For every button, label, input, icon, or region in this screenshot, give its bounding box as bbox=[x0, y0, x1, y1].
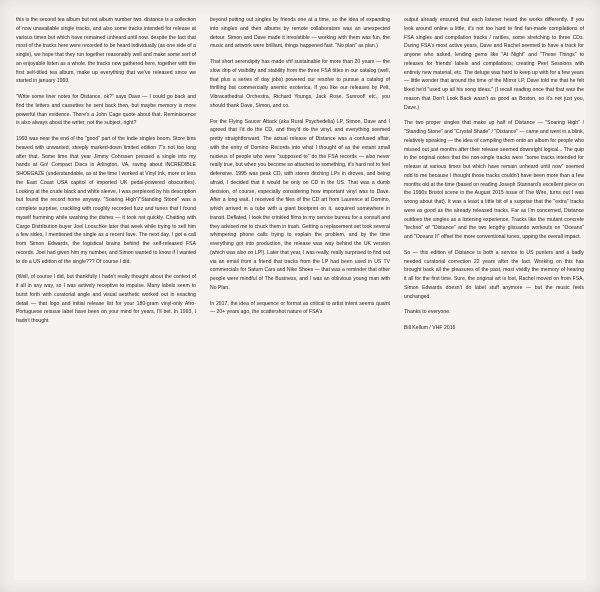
text-column-3 bbox=[404, 16, 584, 578]
text-column-1 bbox=[16, 16, 196, 578]
paragraph: In 2017, the idea of sequence or format as critical to artist intent seems quaint — 20+ years ago, the scattershot nature of FSA's bbox=[210, 300, 390, 316]
paragraph: 1993 was near the end of the "good" part of the Indie singles boom. Store bins heaved with unwanted, steeply marked-down limited edition 7"s not too long after that. Some time that year Jimmy Cohrssen pressed a single into my hands at Go! Compact Discs in Arlington, VA, raving about INCREDIBLE SHOEGAZE (understandable, as at the time I worked at Vinyl Ink, more or less the East Coast USA capitol of imported UK pedal-powered obscurities). Looking at the crude black and white sleeve, I was perplexed by his description but found the record home anyway. "Soaring High"/"Standing Stone" was a complete surprise, crackling with roughly recorded fuzz and tunes that I found myself humming while washing the dishes — it took not quickly. Chatting with Cargo Distribution buyer Joel Looschke later that week while trying to sell him a few sides, I mentioned the single as a recent fave. The next day, I got a call from Simon Edwards, the logistical brains behind the self-released FSA records. Joel had given him my number, and Simon wanted to know if I wanted to do a US edition of the single??? Of course I did. bbox=[16, 136, 196, 265]
liner-notes-columns bbox=[14, 14, 586, 580]
signature-line: Bill Kellum / VHF 2016 bbox=[404, 325, 456, 331]
paragraph: "Write some liner notes for Distance, ok?" says Dave — I could go back and find the letters and cassettes he sent back then, but maybe memory is more powerful than evidence. There's a John Cage quote about that. Reminiscence is also always about the writer, not the subject, right? bbox=[16, 94, 196, 127]
paragraph: For the Flying Saucer Attack (aka Rural Psychedelia) LP, Simon, Dave and I agreed that I'd do the CD, and they'd do the vinyl, and everything seemed pretty straightforward. The actual release of Distance was a confused affair, with the entry of Domino Records into what I thought of as the extant small nucleus of people who were "supposed to" do the FSA records — also never really true, but when you become so attached to something, it's hard not to feel defensive. 1995 was peak CD, with stores ditching LPs in droves, and being afraid, I decided that it would be only on CD in the US. That was a dumb decision, of course, especially considering how important vinyl was to Dave. After a long wait, I received the files of the CD art from Laurence at Domino, which arrived in a tube with a giant bootprint on it, acquired somewhere in transit. Deflated, I took the crinkled films to my service bureau for a consult and they advised me to chuck them in trash. Getting a replacement set took several whimpering phone calls trying to explain the problem, and by the time everything got into production, the release was way behind the UK version (which was also on LP!). Later that year, I was really, really surprised to find out via an email from a friend that tracks from the LP had been used in US TV commercials for Saturn Cars and Nike Shoes — that was a reminder that other people were mindful of The Business, and I was an oblivious young man with No Plan. bbox=[210, 118, 390, 291]
paragraph: (Well, of course I did, but thankfully I hadn't really thought about the context of it all in any way, so I was actively receptive to impulse. Many labels seem to burst forth with curatorial angle and visual aesthetic worked out in exacting detail — that logo and initial release list for your 180-gram vinyl-only Afro-Portuguese reissue label have been on your mind for years, I'll bet. In 1993, I hadn't thought bbox=[16, 274, 196, 324]
paragraph: That short serendipity has made vhf sustainable for more than 20 years — the slow drip of visibility and stability from the three FSA titles in our catalog (well, that plus a series of day jobs) powered our resolve to pursue a catalog of thrilling but commercially anemic esoterica. If you like our releases by Pelt, Vibracathedral Orchestra, Richard Youngs, Jack Rose, Sunroof! etc., you should thank Dave, Simon, and co. bbox=[210, 59, 390, 109]
thanks-line: Thanks to everyone. bbox=[404, 309, 451, 316]
paragraph: beyond putting out singles by friends one at a time, so the idea of expanding into singles and then albums by remote collaborators was an unexpected detour. Simon and Dave made it irresistible — working with them was fun, the music and artwork were brilliant, things happened fast. "No plan" as plan.) bbox=[210, 17, 390, 50]
paragraph: output already ensured that each listener heard the works differently. If you look around online a little, it's not too hard to find fan-made compilations of FSA singles and compilation tracks / rarities, some stretching to three CDs. During FSA's most active years, Dave and Rachel seemed to have a track for anyone who asked, lending gems like "At Night" and "These Things" to releases for friends' labels and compilations; creating Peel Sessions with entirely new material, etc. The deluge was hard to keep up with for a few years — little wonder that around the time of the Mirror LP, Dave told me that he felt liked he'd "used up all his song ideas." (I recall reading once that that was the reason that Don't Look Back wasn't as good as Boston, so it's not just you, Dave.) bbox=[404, 17, 584, 111]
paragraph: So — this edition of Distance is both a service to US punters and a badly needed curatorial correction 22 years after the fact. Working on this has brought back all the pleasures of the past, most vividly the memory of hearing it all for the first time. Sure, the original art is lost, Rachel moved on from FSA, Simon Edwards doesn't do label stuff anymore — but the music feels unchanged. bbox=[404, 249, 584, 300]
paragraph: this is the second tea album but not album number two. distance is a collection of now unavailable single tracks, and also some tracks intended for release at various times but which have remained unheard until now. despite the fact that most of the tracks here were recorded to be heard individually (as one side of a single), we hope that they run together reasonably well and make some sort of an enjoyable listen as a whole. the tracks now gathered here, together with the first self-titled tea album, make up everything that we've released since we started in january 1993. bbox=[16, 17, 196, 85]
text-column-2 bbox=[210, 16, 390, 578]
paragraph: The two proper singles that make up half of Distance — "Soaring High" / "Standing Stone" and "Crystal Shade" / "Distance" — came and went in a blink, relatively speaking — the idea of compiling them onto an album for people who missed out just months after their release seemed downright logical... The quip in the original notes that the non-single tracks were "some tracks intended for release at various times but which have remain unheard until now" seemed odd to me because I thought those tracks couldn't have been more than a few months old at the time (based on reading Joseph Stannard's excellent piece on the 1990s Bristol scene in the August 2015 issue of The Wire, turns out I was wrong about that). It was a least a little bit of a surprise that the "extra" tracks were as good as the already released tracks. Far as I'm concerned, Distance outdoes the singles as a listening experience. Tracks like the mutant concrete "techno" of "Distance" and the two lengthy glissando workouts on "Oceans" and "Oceans II" offset the more conventional tunes, upping the overall impact. bbox=[404, 120, 584, 240]
